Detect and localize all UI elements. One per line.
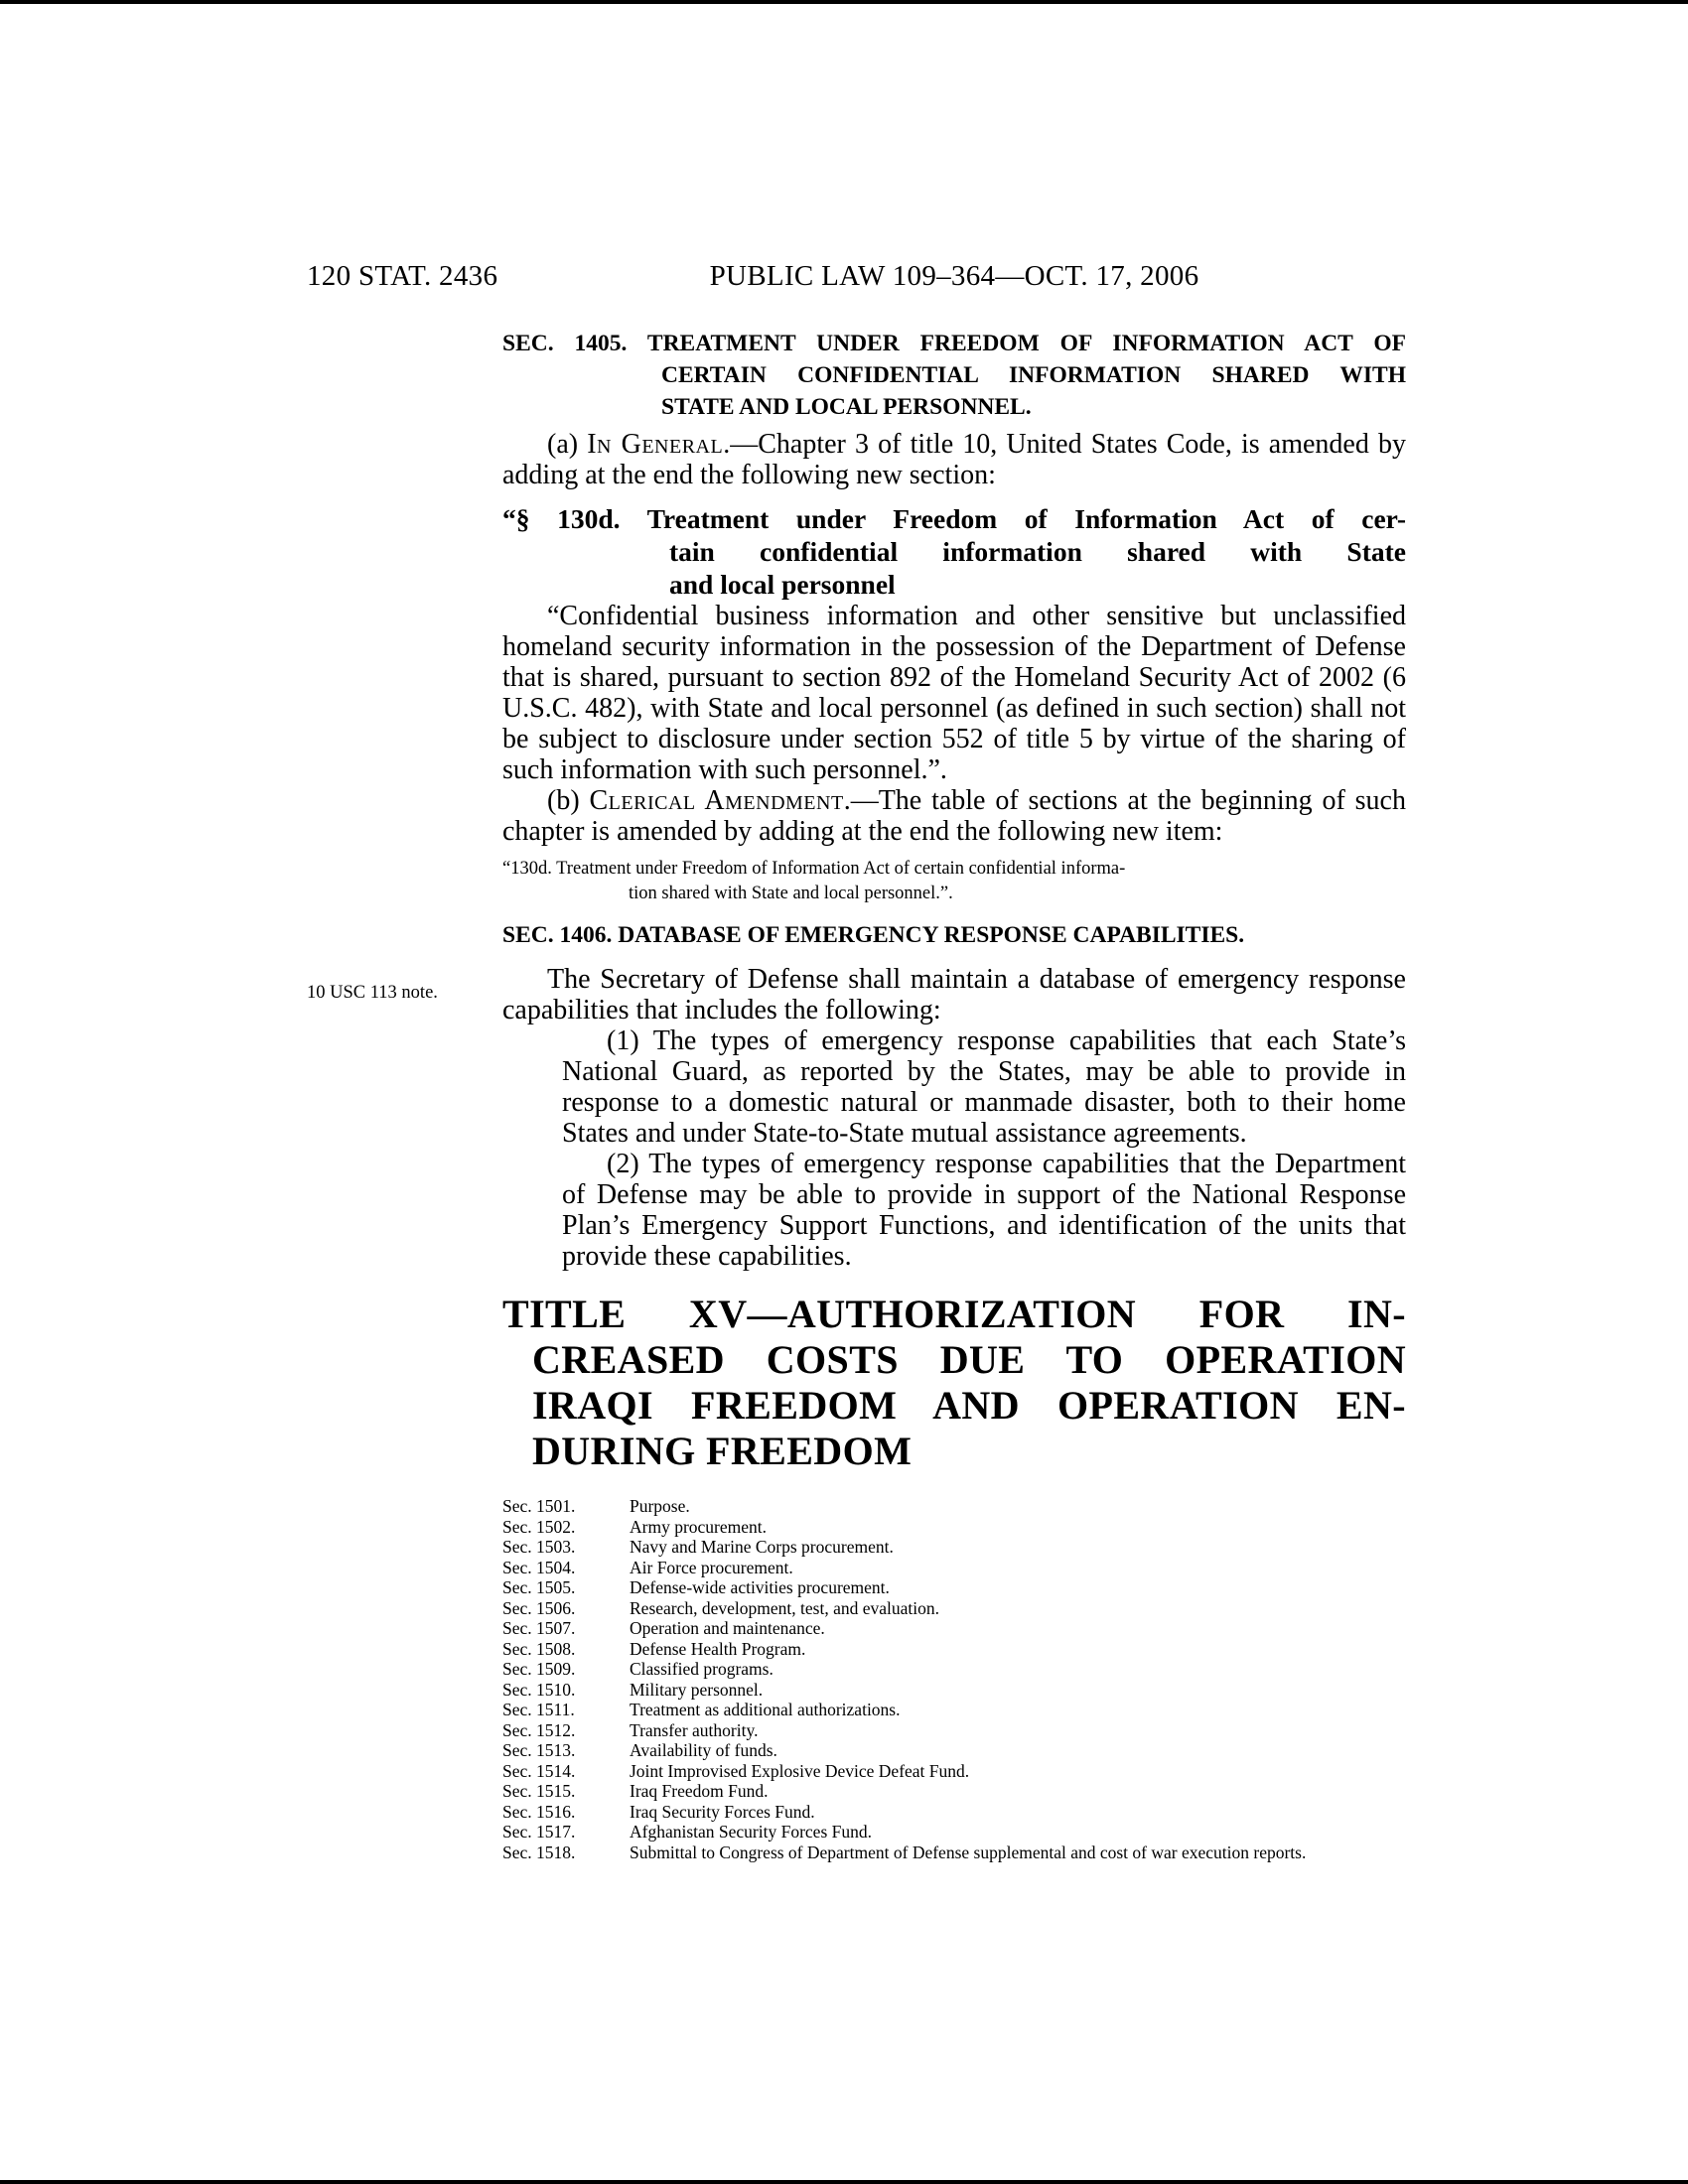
title-xv-heading xyxy=(502,1292,1406,1474)
toc-entry-number: Sec. 1505. xyxy=(502,1577,576,1597)
amendment-note-line: tion shared with State and local personnel.”. xyxy=(629,884,953,903)
title-xv-heading-line: DURING FREEDOM xyxy=(532,1429,913,1473)
toc-entry-title: Treatment as additional authorizations. xyxy=(630,1700,901,1719)
toc-entry-title: Research, development, test, and evaluation. xyxy=(630,1597,939,1618)
toc-entry-number: Sec. 1516. xyxy=(502,1801,576,1822)
title-xv-heading-line: CREASED COSTS DUE TO OPERATION xyxy=(532,1337,1406,1382)
toc-entry xyxy=(502,1740,1406,1761)
sec-1406-paragraph-2: (2) The types of emergency response capabilities that the Department of Defense may be able to provide in support of the National Response Plan’s Emergency Support Functions, and identification of the units that provide these capabilities. xyxy=(562,1149,1406,1272)
toc-entry-number: Sec. 1507. xyxy=(502,1618,576,1638)
sec-1406-intro-paragraph: The Secretary of Defense shall maintain a database of emergency response capabilities that includes the following: xyxy=(502,964,1406,1025)
toc-entry xyxy=(502,1496,1406,1517)
running-head-law-title: PUBLIC LAW 109–364—OCT. 17, 2006 xyxy=(709,260,1199,292)
subsection-b-text: .—The table of sections at the beginning of such chapter is amended by adding at the end the following new item: xyxy=(502,785,1406,847)
toc-entry-title: Transfer authority. xyxy=(630,1719,759,1740)
sec-1406-heading: SEC. 1406. DATABASE OF EMERGENCY RESPONSE CAPABILITIES. xyxy=(502,922,1245,948)
toc-entry-number: Sec. 1509. xyxy=(502,1659,576,1679)
toc-entry-title: Air Force procurement. xyxy=(630,1557,793,1577)
toc-entry-title: Iraq Freedom Fund. xyxy=(630,1781,769,1801)
toc-entry xyxy=(502,1802,1406,1823)
section-130d-heading xyxy=(502,502,1406,601)
toc-entry-number: Sec. 1512. xyxy=(502,1719,576,1740)
subsection-a-designator: (a) xyxy=(547,429,588,460)
toc-entry xyxy=(502,1639,1406,1660)
toc-entry-title: Classified programs. xyxy=(630,1659,774,1679)
main-text-column xyxy=(502,328,1406,1862)
margin-note-usc-citation: 10 USC 113 note. xyxy=(307,983,438,1003)
toc-entry-title: Military personnel. xyxy=(630,1679,764,1700)
subsection-a-catchline: In General xyxy=(587,429,724,460)
toc-entry-title: Navy and Marine Corps procurement. xyxy=(630,1537,894,1557)
amendment-note-line: “130d. Treatment under Freedom of Information Act of certain confidential informa- xyxy=(502,859,1126,879)
section-130d-heading-line: and local personnel xyxy=(669,569,896,600)
title-xv-table-of-sections xyxy=(502,1496,1406,1862)
section-130d-body-paragraph: “Confidential business information and other sensitive but unclassified homeland security information in the possession of the Department of Defense that is shared, pursuant to section 892 of the Homeland Security Act of 2002 (6 U.S.C. 482), with State and local personnel (as defined in such section) shall not be subject to disclosure under section 552 of title 5 by virtue of the sharing of such information with such personnel.”. xyxy=(502,601,1406,785)
toc-entry-number: Sec. 1511. xyxy=(502,1700,575,1719)
toc-entry xyxy=(502,1659,1406,1680)
title-xv-heading-line: TITLE XV—AUTHORIZATION FOR IN- xyxy=(502,1292,1406,1336)
toc-entry-title: Defense Health Program. xyxy=(630,1638,806,1659)
toc-entry-title: Joint Improvised Explosive Device Defeat Fund. xyxy=(630,1760,970,1781)
stat-page-number: 120 STAT. 2436 xyxy=(307,260,498,292)
title-xv-heading-line: IRAQI FREEDOM AND OPERATION EN- xyxy=(532,1383,1406,1428)
scan-edge-bottom xyxy=(0,2180,1688,2184)
subsection-a-paragraph xyxy=(502,429,1406,490)
toc-entry-number: Sec. 1501. xyxy=(502,1496,576,1516)
toc-entry xyxy=(502,1700,1406,1720)
toc-entry-number: Sec. 1518. xyxy=(502,1842,576,1862)
toc-entry xyxy=(502,1680,1406,1701)
toc-entry xyxy=(502,1537,1406,1558)
toc-entry xyxy=(502,1720,1406,1741)
sec-1406-paragraph-1: (1) The types of emergency response capabilities that each State’s National Guard, as reported by the States, may be able to provide in response to a domestic natural or manmade disaster, both to their home States and under State-to-State mutual assistance agreements. xyxy=(562,1025,1406,1149)
toc-entry xyxy=(502,1598,1406,1619)
sec-1405-heading-line: CERTAIN CONFIDENTIAL INFORMATION SHARED WITH xyxy=(661,362,1406,388)
section-130d-heading-line: “§ 130d. Treatment under Freedom of Information Act of cer- xyxy=(502,503,1406,534)
toc-entry-number: Sec. 1508. xyxy=(502,1638,576,1659)
sec-1405-heading-line: STATE AND LOCAL PERSONNEL. xyxy=(661,394,1032,420)
toc-entry xyxy=(502,1558,1406,1578)
sec-1405-heading-line: SEC. 1405. TREATMENT UNDER FREEDOM OF INFORMATION ACT OF xyxy=(502,331,1406,356)
toc-entry-title: Army procurement. xyxy=(630,1516,768,1537)
sec-1405-heading xyxy=(502,328,1406,423)
toc-entry-title: Submittal to Congress of Department of Defense supplemental and cost of war execution reports. xyxy=(630,1842,1307,1862)
toc-entry-number: Sec. 1503. xyxy=(502,1537,576,1557)
toc-entry-title: Iraq Security Forces Fund. xyxy=(630,1801,815,1822)
toc-entry xyxy=(502,1761,1406,1782)
toc-entry-number: Sec. 1515. xyxy=(502,1781,576,1801)
scan-edge-top xyxy=(0,0,1688,4)
subsection-a-text: .—Chapter 3 of title 10, United States Code, is amended by adding at the end the following new section: xyxy=(502,429,1406,490)
subsection-b-designator: (b) xyxy=(547,785,590,816)
toc-entry xyxy=(502,1517,1406,1538)
toc-entry-title: Defense-wide activities procurement. xyxy=(630,1577,890,1597)
toc-entry-number: Sec. 1504. xyxy=(502,1557,576,1577)
toc-entry xyxy=(502,1781,1406,1802)
subsection-b-paragraph xyxy=(502,785,1406,847)
toc-entry-number: Sec. 1502. xyxy=(502,1516,576,1537)
toc-entry-number: Sec. 1506. xyxy=(502,1597,576,1618)
toc-entry xyxy=(502,1822,1406,1843)
toc-entry-title: Availability of funds. xyxy=(630,1740,777,1760)
toc-entry xyxy=(502,1577,1406,1598)
section-130d-heading-line: tain confidential information shared with State xyxy=(669,536,1406,567)
table-of-sections-amendment-note xyxy=(502,857,1406,906)
toc-entry-number: Sec. 1513. xyxy=(502,1740,576,1760)
toc-entry xyxy=(502,1843,1406,1863)
toc-entry-number: Sec. 1517. xyxy=(502,1822,576,1842)
toc-entry-number: Sec. 1510. xyxy=(502,1679,576,1700)
toc-entry-title: Purpose. xyxy=(630,1496,690,1516)
toc-entry-title: Afghanistan Security Forces Fund. xyxy=(630,1822,872,1842)
toc-entry xyxy=(502,1618,1406,1639)
toc-entry-title: Operation and maintenance. xyxy=(630,1618,825,1638)
toc-entry-number: Sec. 1514. xyxy=(502,1760,576,1781)
subsection-b-catchline: Clerical Amendment xyxy=(589,785,844,816)
